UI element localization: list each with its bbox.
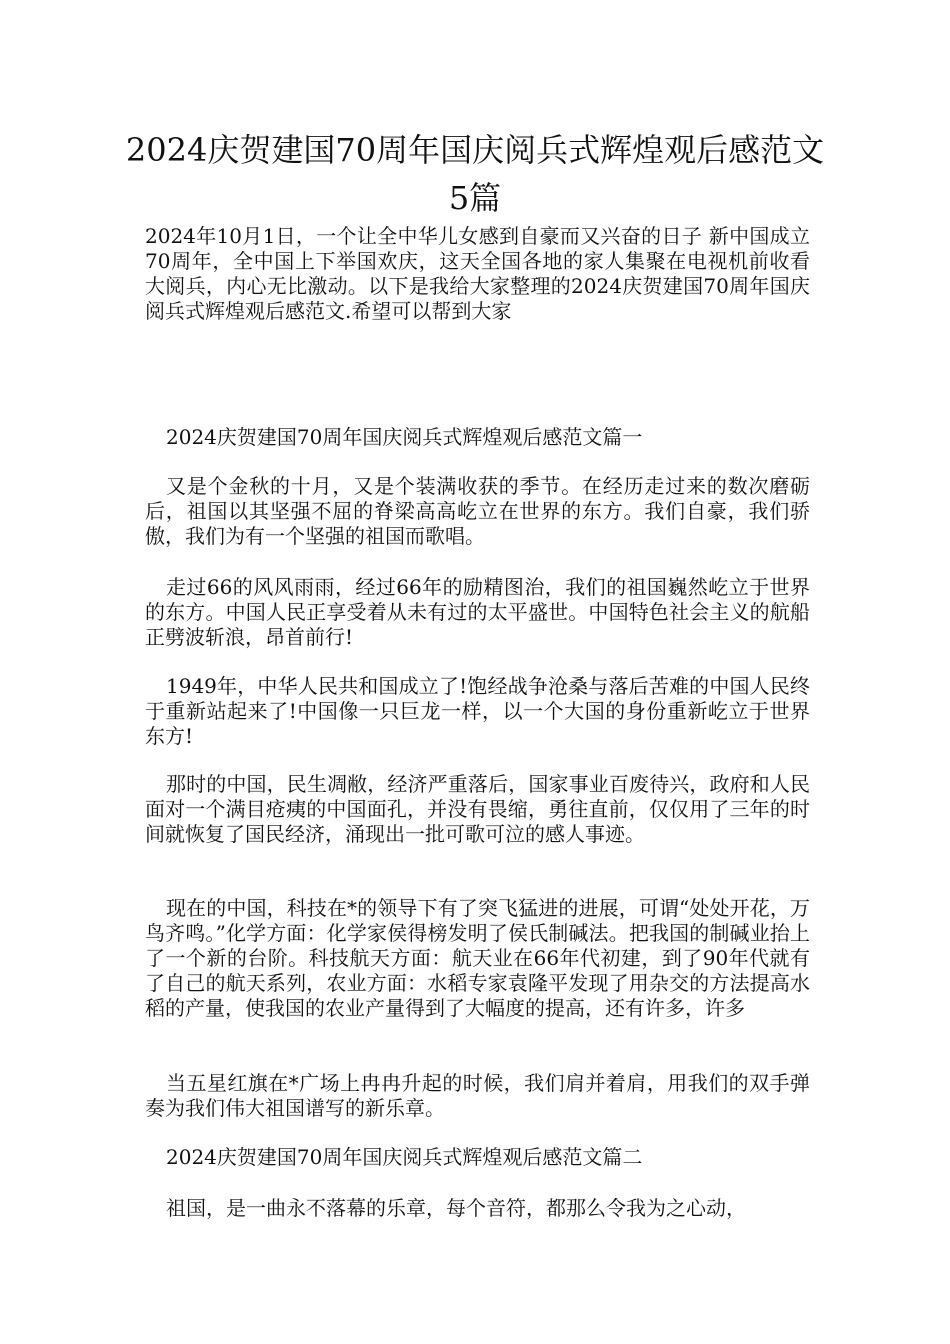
section-heading-2: 2024庆贺建国70周年国庆阅兵式辉煌观后感范文篇二 bbox=[166, 1145, 643, 1169]
body-paragraph: 祖国，是一曲永不落幕的乐章，每个音符，都那么令我为之心动， bbox=[166, 1196, 746, 1220]
body-paragraph: 当五星红旗在*广场上冉冉升起的时候，我们肩并着肩，用我们的双手弹奏为我们伟大祖国谱写的新乐章。 bbox=[145, 1071, 810, 1120]
body-paragraph: 走过66的风风雨雨，经过66年的励精图治，我们的祖国巍然屹立于世界的东方。中国人民正享受着从未有过的太平盛世。中国特色社会主义的航船正劈波斩浪，昂首前行! bbox=[145, 575, 810, 649]
section-heading-1: 2024庆贺建国70周年国庆阅兵式辉煌观后感范文篇一 bbox=[166, 425, 643, 449]
body-paragraph: 现在的中国，科技在*的领导下有了突飞猛进的进展，可谓“处处开花，万鸟齐鸣。”化学方面：化学家侯得榜发明了侯氏制碱法。把我国的制碱业抬上了一个新的台阶。科技航天方面：航天业在66年代初建，到了90年代就有了自己的航天系列，农业方面：水稻专家袁隆平发现了用杂交的方法提高水稻的产量，使我国的农业产量得到了大幅度的提高，还有许多，许多 bbox=[145, 896, 810, 1020]
document-title: 2024庆贺建国70周年国庆阅兵式辉煌观后感范文5篇 bbox=[125, 131, 825, 217]
intro-paragraph: 2024年10月1日，一个让全中华儿女感到自豪而又兴奋的日子 新中国成立70周年，全中国上下举国欢庆，这天全国各地的家人集聚在电视机前收看大阅兵，内心无比激动。以下是我给大家整理的2024庆贺建国70周年国庆阅兵式辉煌观后感范文.希望可以帮到大家 bbox=[145, 224, 810, 323]
body-paragraph: 又是个金秋的十月，又是个装满收获的季节。在经历走过来的数次磨砺后，祖国以其坚强不屈的脊梁高高屹立在世界的东方。我们自豪，我们骄傲，我们为有一个坚强的祖国而歌唱。 bbox=[145, 474, 810, 548]
body-paragraph: 1949年，中华人民共和国成立了!饱经战争沧桑与落后苦难的中国人民终于重新站起来了!中国像一只巨龙一样，以一个大国的身份重新屹立于世界东方! bbox=[145, 674, 810, 748]
body-paragraph: 那时的中国，民生凋敝，经济严重落后，国家事业百废待兴，政府和人民面对一个满目疮痍的中国面孔，并没有畏缩，勇往直前，仅仅用了三年的时间就恢复了国民经济，涌现出一批可歌可泣的感人事迹。 bbox=[145, 772, 810, 846]
